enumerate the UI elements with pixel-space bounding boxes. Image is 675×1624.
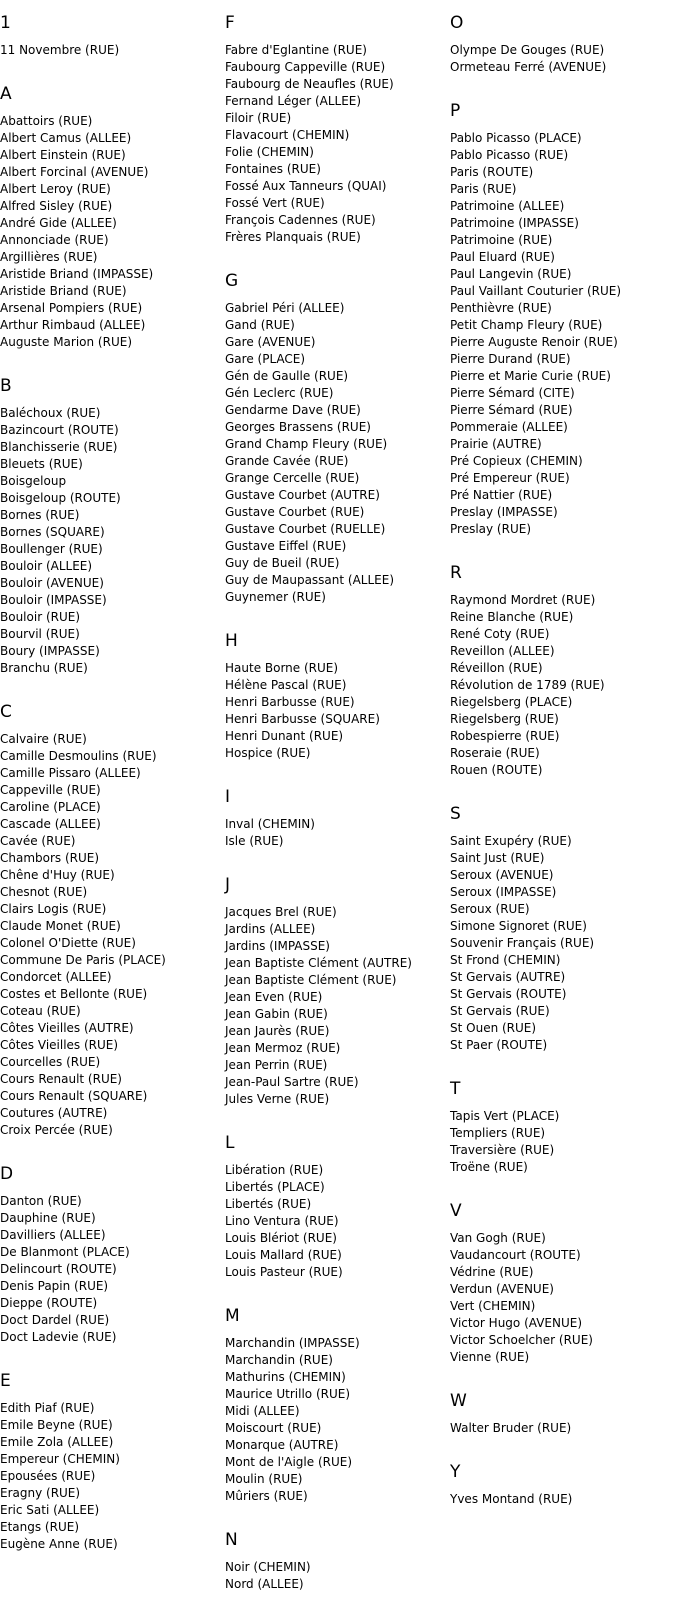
street-list [0, 113, 225, 351]
street-link[interactable]: Riegelsberg (RUE) [450, 712, 559, 726]
street-link[interactable]: Dauphine (RUE) [0, 1211, 96, 1225]
street-list [225, 816, 450, 850]
letter-section [0, 13, 225, 59]
street-link[interactable]: François Cadennes (RUE) [225, 213, 376, 227]
street-link[interactable]: Monarque (AUTRE) [225, 1438, 339, 1452]
letter-heading: J [225, 875, 231, 895]
street-link[interactable]: Faubourg Cappeville (RUE) [225, 60, 386, 74]
street-link[interactable]: Filoir (RUE) [225, 111, 292, 125]
street-link[interactable]: Coteau (RUE) [0, 1004, 81, 1018]
street-link[interactable]: Georges Brassens (RUE) [225, 420, 371, 434]
street-link[interactable]: Paris (ROUTE) [450, 165, 534, 179]
street-link[interactable]: Boury (IMPASSE) [0, 644, 100, 658]
street-link[interactable]: De Blanmont (PLACE) [0, 1245, 130, 1259]
street-link[interactable]: Moulin (RUE) [225, 1472, 303, 1486]
street-link[interactable]: Victor Hugo (AVENUE) [450, 1316, 583, 1330]
street-link[interactable]: Faubourg de Neaufles (RUE) [225, 77, 394, 91]
street-link[interactable]: Reine Blanche (RUE) [450, 610, 574, 624]
letter-heading: D [0, 1164, 14, 1184]
letter-heading: N [225, 1530, 238, 1550]
street-column-3 [450, 0, 675, 1508]
street-link[interactable]: Hospice (RUE) [225, 746, 311, 760]
street-link[interactable]: Nord (ALLEE) [225, 1577, 304, 1591]
street-link[interactable]: Pierre Durand (RUE) [450, 352, 571, 366]
street-list [225, 904, 450, 1108]
street-link[interactable]: Eugène Anne (RUE) [0, 1537, 118, 1551]
letter-section [0, 376, 225, 677]
street-link[interactable]: Commune De Paris (PLACE) [0, 953, 166, 967]
street-list [450, 1420, 675, 1437]
street-link[interactable]: Isle (RUE) [225, 834, 284, 848]
street-link[interactable]: Eric Sati (ALLEE) [0, 1503, 100, 1517]
street-link[interactable]: Vert (CHEMIN) [450, 1299, 536, 1313]
street-link[interactable]: Chesnot (RUE) [0, 885, 88, 899]
letter-section [450, 101, 675, 538]
street-link[interactable]: Cavée (RUE) [0, 834, 76, 848]
street-link[interactable]: Jean Even (RUE) [225, 990, 323, 1004]
street-link[interactable]: Fabre d'Eglantine (RUE) [225, 43, 367, 57]
street-link[interactable]: Patrimoine (ALLEE) [450, 199, 565, 213]
street-column-1 [0, 0, 225, 1553]
letter-section [225, 1530, 450, 1593]
street-link[interactable]: Jean-Paul Sartre (RUE) [225, 1075, 359, 1089]
street-link[interactable]: Midi (ALLEE) [225, 1404, 300, 1418]
street-link[interactable]: Robespierre (RUE) [450, 729, 560, 743]
street-link[interactable]: Guynemer (RUE) [225, 590, 326, 604]
street-link[interactable]: Louis Mallard (RUE) [225, 1248, 342, 1262]
street-list [450, 592, 675, 779]
street-link[interactable]: Alfred Sisley (RUE) [0, 199, 113, 213]
street-link[interactable]: Annonciade (RUE) [0, 233, 109, 247]
street-link[interactable]: Pierre Auguste Renoir (RUE) [450, 335, 618, 349]
street-link[interactable]: Simone Signoret (RUE) [450, 919, 587, 933]
street-link[interactable]: Gustave Courbet (RUE) [225, 505, 365, 519]
street-list [225, 1559, 450, 1593]
street-link[interactable]: Reveillon (ALLEE) [450, 644, 555, 658]
street-link[interactable]: Abattoirs (RUE) [0, 114, 93, 128]
street-list [450, 1108, 675, 1176]
letter-section [450, 1391, 675, 1437]
street-link[interactable]: Pierre Sémard (RUE) [450, 403, 573, 417]
street-link[interactable]: Penthièvre (RUE) [450, 301, 552, 315]
letter-heading: F [225, 13, 235, 33]
letter-section [450, 1462, 675, 1508]
street-link[interactable]: Pablo Picasso (RUE) [450, 148, 569, 162]
letter-heading: A [0, 84, 12, 104]
street-link[interactable]: Saint Exupéry (RUE) [450, 834, 572, 848]
street-link[interactable]: Moiscourt (RUE) [225, 1421, 322, 1435]
street-link[interactable]: Vienne (RUE) [450, 1350, 530, 1364]
street-link[interactable]: Patrimoine (IMPASSE) [450, 216, 579, 230]
street-link[interactable]: Preslay (RUE) [450, 522, 531, 536]
street-column-2 [225, 0, 450, 1593]
street-link[interactable]: Pré Copieux (CHEMIN) [450, 454, 583, 468]
street-link[interactable]: Cours Renault (SQUARE) [0, 1089, 148, 1103]
letter-section [450, 1201, 675, 1366]
street-link[interactable]: Vaudancourt (ROUTE) [450, 1248, 581, 1262]
street-link[interactable]: Baléchoux (RUE) [0, 406, 101, 420]
street-link[interactable]: Doct Ladevie (RUE) [0, 1330, 117, 1344]
street-link[interactable]: Marchandin (IMPASSE) [225, 1336, 360, 1350]
street-link[interactable]: Bleuets (RUE) [0, 457, 83, 471]
street-link[interactable]: Fontaines (RUE) [225, 162, 321, 176]
street-link[interactable]: 11 Novembre (RUE) [0, 43, 120, 57]
street-link[interactable]: Henri Barbusse (SQUARE) [225, 712, 380, 726]
street-link[interactable]: Croix Percée (RUE) [0, 1123, 113, 1137]
street-link[interactable]: Libertés (PLACE) [225, 1180, 325, 1194]
street-link[interactable]: Boisgeloup [0, 474, 67, 488]
street-link[interactable]: Davilliers (ALLEE) [0, 1228, 106, 1242]
street-link[interactable]: Folie (CHEMIN) [225, 145, 314, 159]
street-list [225, 1335, 450, 1505]
street-link[interactable]: Pommeraie (ALLEE) [450, 420, 568, 434]
letter-section [450, 1079, 675, 1176]
street-link[interactable]: Cappeville (RUE) [0, 783, 101, 797]
street-link[interactable]: Delincourt (ROUTE) [0, 1262, 117, 1276]
street-link[interactable]: Flavacourt (CHEMIN) [225, 128, 350, 142]
street-link[interactable]: Van Gogh (RUE) [450, 1231, 546, 1245]
street-list [450, 130, 675, 538]
street-link[interactable]: Paul Eluard (RUE) [450, 250, 555, 264]
street-link[interactable]: Bourvil (RUE) [0, 627, 80, 641]
street-link[interactable]: St Frond (CHEMIN) [450, 953, 561, 967]
street-link[interactable]: Jean Baptiste Clément (RUE) [225, 973, 397, 987]
street-link[interactable]: Albert Einstein (RUE) [0, 148, 126, 162]
letter-section [225, 1306, 450, 1505]
street-link[interactable]: Gare (AVENUE) [225, 335, 316, 349]
street-link[interactable]: Olympe De Gouges (RUE) [450, 43, 605, 57]
street-link[interactable]: Gand (RUE) [225, 318, 295, 332]
street-link[interactable]: Gén de Gaulle (RUE) [225, 369, 349, 383]
street-link[interactable]: Courcelles (RUE) [0, 1055, 101, 1069]
street-link[interactable]: Mont de l'Aigle (RUE) [225, 1455, 353, 1469]
street-link[interactable]: Albert Camus (ALLEE) [0, 131, 132, 145]
street-link[interactable]: Maurice Utrillo (RUE) [225, 1387, 351, 1401]
letter-section [225, 271, 450, 606]
street-list [450, 1230, 675, 1366]
street-link[interactable]: Jardins (IMPASSE) [225, 939, 330, 953]
street-link[interactable]: Gabriel Péri (ALLEE) [225, 301, 345, 315]
letter-section [0, 1164, 225, 1346]
street-link[interactable]: Noir (CHEMIN) [225, 1560, 311, 1574]
street-link[interactable]: Epousées (RUE) [0, 1469, 96, 1483]
letter-heading: P [450, 101, 461, 121]
street-list [0, 1400, 225, 1553]
letter-heading: Y [450, 1462, 461, 1482]
street-link[interactable]: Albert Forcinal (AVENUE) [0, 165, 149, 179]
street-link[interactable]: Louis Blériot (RUE) [225, 1231, 337, 1245]
street-link[interactable]: Doct Dardel (RUE) [0, 1313, 110, 1327]
street-link[interactable]: Louis Pasteur (RUE) [225, 1265, 343, 1279]
street-link[interactable]: Auguste Marion (RUE) [0, 335, 132, 349]
street-link[interactable]: Bouloir (ALLEE) [0, 559, 93, 573]
street-link[interactable]: St Gervais (ROUTE) [450, 987, 567, 1001]
street-link[interactable]: Colonel O'Diette (RUE) [0, 936, 136, 950]
letter-section [225, 787, 450, 850]
street-link[interactable]: Seroux (AVENUE) [450, 868, 554, 882]
street-link[interactable]: Jean Jaurès (RUE) [225, 1024, 330, 1038]
street-link[interactable]: Jean Gabin (RUE) [225, 1007, 328, 1021]
street-link[interactable]: Rouen (ROUTE) [450, 763, 543, 777]
letter-heading: O [450, 13, 464, 33]
street-link[interactable]: Gendarme Dave (RUE) [225, 403, 361, 417]
street-link[interactable]: Guy de Maupassant (ALLEE) [225, 573, 395, 587]
street-link[interactable]: Jacques Brel (RUE) [225, 905, 337, 919]
street-link[interactable]: Réveillon (RUE) [450, 661, 543, 675]
letter-section [225, 1133, 450, 1281]
street-link[interactable]: Lino Ventura (RUE) [225, 1214, 339, 1228]
street-link[interactable]: André Gide (ALLEE) [0, 216, 117, 230]
street-link[interactable]: Clairs Logis (RUE) [0, 902, 107, 916]
street-link[interactable]: Haute Borne (RUE) [225, 661, 339, 675]
street-link[interactable]: Gustave Courbet (AUTRE) [225, 488, 380, 502]
street-link[interactable]: Inval (CHEMIN) [225, 817, 315, 831]
street-list [0, 1193, 225, 1346]
street-link[interactable]: Henri Dunant (RUE) [225, 729, 344, 743]
street-link[interactable]: Paris (RUE) [450, 182, 517, 196]
street-link[interactable]: Bouloir (RUE) [0, 610, 81, 624]
street-link[interactable]: Mûriers (RUE) [225, 1489, 308, 1503]
street-link[interactable]: Arthur Rimbaud (ALLEE) [0, 318, 146, 332]
street-link[interactable]: Roseraie (RUE) [450, 746, 540, 760]
letter-section [225, 875, 450, 1108]
street-link[interactable]: Pierre Sémard (CITE) [450, 386, 575, 400]
street-link[interactable]: Pablo Picasso (PLACE) [450, 131, 582, 145]
street-link[interactable]: Jean Baptiste Clément (AUTRE) [225, 956, 412, 970]
street-link[interactable]: Preslay (IMPASSE) [450, 505, 558, 519]
street-link[interactable]: Albert Leroy (RUE) [0, 182, 111, 196]
street-link[interactable]: Saint Just (RUE) [450, 851, 545, 865]
street-link[interactable]: Argillières (RUE) [0, 250, 98, 264]
letter-heading: V [450, 1201, 462, 1221]
letter-heading: E [0, 1371, 11, 1391]
street-list [0, 405, 225, 677]
street-link[interactable]: Condorcet (ALLEE) [0, 970, 112, 984]
street-link[interactable]: Danton (RUE) [0, 1194, 82, 1208]
street-link[interactable]: St Gervais (RUE) [450, 1004, 550, 1018]
street-link[interactable]: Fossé Aux Tanneurs (QUAI) [225, 179, 387, 193]
letter-heading: G [225, 271, 239, 291]
street-link[interactable]: Révolution de 1789 (RUE) [450, 678, 605, 692]
street-link[interactable]: Gare (PLACE) [225, 352, 306, 366]
street-link[interactable]: St Ouen (RUE) [450, 1021, 537, 1035]
letter-heading: L [225, 1133, 235, 1153]
street-link[interactable]: Côtes Vieilles (RUE) [0, 1038, 119, 1052]
street-link[interactable]: Aristide Briand (RUE) [0, 284, 127, 298]
letter-heading: I [225, 787, 231, 807]
street-list [225, 42, 450, 246]
street-link[interactable]: Grange Cercelle (RUE) [225, 471, 360, 485]
letter-heading: T [450, 1079, 461, 1099]
street-link[interactable]: Henri Barbusse (RUE) [225, 695, 355, 709]
street-link[interactable]: Côtes Vieilles (AUTRE) [0, 1021, 134, 1035]
street-link[interactable]: Paul Vaillant Couturier (RUE) [450, 284, 622, 298]
street-link[interactable]: Traversière (RUE) [450, 1143, 555, 1157]
street-link[interactable]: Boisgeloup (ROUTE) [0, 491, 121, 505]
street-link[interactable]: Troëne (RUE) [450, 1160, 528, 1174]
street-link[interactable]: Bornes (SQUARE) [0, 525, 105, 539]
street-list [450, 42, 675, 76]
street-link[interactable]: Caroline (PLACE) [0, 800, 101, 814]
street-link[interactable]: René Coty (RUE) [450, 627, 550, 641]
street-link[interactable]: Walter Bruder (RUE) [450, 1421, 572, 1435]
street-link[interactable]: Bazincourt (ROUTE) [0, 423, 119, 437]
street-link[interactable]: Bornes (RUE) [0, 508, 80, 522]
letter-section [450, 804, 675, 1054]
street-link[interactable]: Ormeteau Ferré (AVENUE) [450, 60, 607, 74]
street-list [450, 833, 675, 1054]
street-link[interactable]: Riegelsberg (PLACE) [450, 695, 573, 709]
street-link[interactable]: Jardins (ALLEE) [225, 922, 316, 936]
street-link[interactable]: Frères Planquais (RUE) [225, 230, 361, 244]
letter-section [0, 702, 225, 1139]
street-link[interactable]: Tapis Vert (PLACE) [450, 1109, 560, 1123]
street-link[interactable]: Souvenir Français (RUE) [450, 936, 595, 950]
street-link[interactable]: Eragny (RUE) [0, 1486, 81, 1500]
street-link[interactable]: Védrine (RUE) [450, 1265, 534, 1279]
street-link[interactable]: Verdun (AVENUE) [450, 1282, 554, 1296]
street-link[interactable]: Fossé Vert (RUE) [225, 196, 325, 210]
street-link[interactable]: Claude Monet (RUE) [0, 919, 121, 933]
street-link[interactable]: Jean Perrin (RUE) [225, 1058, 328, 1072]
street-link[interactable]: Jean Mermoz (RUE) [225, 1041, 341, 1055]
letter-section [225, 631, 450, 762]
street-link[interactable]: Seroux (IMPASSE) [450, 885, 557, 899]
street-link[interactable]: Arsenal Pompiers (RUE) [0, 301, 143, 315]
street-link[interactable]: Camille Pissaro (ALLEE) [0, 766, 141, 780]
street-link[interactable]: Chambors (RUE) [0, 851, 100, 865]
letter-section [225, 13, 450, 246]
letter-section [0, 84, 225, 351]
letter-heading: S [450, 804, 461, 824]
street-link[interactable]: Libération (RUE) [225, 1163, 324, 1177]
street-link[interactable]: Boullenger (RUE) [0, 542, 103, 556]
street-link[interactable]: Pierre et Marie Curie (RUE) [450, 369, 611, 383]
street-link[interactable]: Prairie (AUTRE) [450, 437, 542, 451]
street-list [450, 1491, 675, 1508]
street-link[interactable]: Hélène Pascal (RUE) [225, 678, 347, 692]
street-link[interactable]: Grand Champ Fleury (RUE) [225, 437, 388, 451]
street-link[interactable]: Gustave Eiffel (RUE) [225, 539, 347, 553]
letter-heading: W [450, 1391, 467, 1411]
street-link[interactable]: Calvaire (RUE) [0, 732, 87, 746]
street-link[interactable]: Mathurins (CHEMIN) [225, 1370, 346, 1384]
street-link[interactable]: Guy de Bueil (RUE) [225, 556, 340, 570]
street-link[interactable]: Raymond Mordret (RUE) [450, 593, 596, 607]
street-link[interactable]: Cours Renault (RUE) [0, 1072, 122, 1086]
street-link[interactable]: Pré Empereur (RUE) [450, 471, 570, 485]
street-link[interactable]: Gén Leclerc (RUE) [225, 386, 334, 400]
letter-heading: C [0, 702, 12, 722]
street-link[interactable]: Aristide Briand (IMPASSE) [0, 267, 154, 281]
street-link[interactable]: Paul Langevin (RUE) [450, 267, 572, 281]
street-list [0, 731, 225, 1139]
letter-section [450, 563, 675, 779]
street-link[interactable]: Blanchisserie (RUE) [0, 440, 118, 454]
street-link[interactable]: Bouloir (IMPASSE) [0, 593, 107, 607]
street-link[interactable]: Branchu (RUE) [0, 661, 88, 675]
street-link[interactable]: Dieppe (ROUTE) [0, 1296, 98, 1310]
street-link[interactable]: Bouloir (AVENUE) [0, 576, 104, 590]
street-link[interactable]: Gustave Courbet (RUELLE) [225, 522, 386, 536]
street-list [225, 1162, 450, 1281]
street-list [0, 42, 225, 59]
street-link[interactable]: St Gervais (AUTRE) [450, 970, 566, 984]
street-link[interactable]: Grande Cavée (RUE) [225, 454, 349, 468]
street-link[interactable]: Chêne d'Huy (RUE) [0, 868, 115, 882]
street-link[interactable]: Jules Verne (RUE) [225, 1092, 330, 1106]
letter-section [450, 13, 675, 76]
street-link[interactable]: Edith Piaf (RUE) [0, 1401, 95, 1415]
street-link[interactable]: Yves Montand (RUE) [450, 1492, 573, 1506]
street-link[interactable]: Fernand Léger (ALLEE) [225, 94, 362, 108]
letter-heading: M [225, 1306, 240, 1326]
letter-heading: H [225, 631, 238, 651]
letter-heading: B [0, 376, 12, 396]
street-link[interactable]: Cascade (ALLEE) [0, 817, 101, 831]
street-link[interactable]: Emile Beyne (RUE) [0, 1418, 113, 1432]
street-link[interactable]: Libertés (RUE) [225, 1197, 312, 1211]
street-link[interactable]: Petit Champ Fleury (RUE) [450, 318, 603, 332]
street-link[interactable]: Etangs (RUE) [0, 1520, 79, 1534]
street-link[interactable]: Coutures (AUTRE) [0, 1106, 108, 1120]
street-link[interactable]: Victor Schoelcher (RUE) [450, 1333, 593, 1347]
street-link[interactable]: Seroux (RUE) [450, 902, 530, 916]
letter-section [0, 1371, 225, 1553]
street-link[interactable]: Pré Nattier (RUE) [450, 488, 553, 502]
street-link[interactable]: Emile Zola (ALLEE) [0, 1435, 114, 1449]
street-link[interactable]: Costes et Bellonte (RUE) [0, 987, 148, 1001]
street-list [225, 300, 450, 606]
street-link[interactable]: St Paer (ROUTE) [450, 1038, 548, 1052]
street-link[interactable]: Patrimoine (RUE) [450, 233, 553, 247]
street-link[interactable]: Camille Desmoulins (RUE) [0, 749, 157, 763]
letter-heading: R [450, 563, 462, 583]
street-link[interactable]: Templiers (RUE) [450, 1126, 546, 1140]
street-link[interactable]: Marchandin (RUE) [225, 1353, 333, 1367]
street-link[interactable]: Empereur (CHEMIN) [0, 1452, 120, 1466]
street-link[interactable]: Denis Papin (RUE) [0, 1279, 109, 1293]
letter-heading: 1 [0, 13, 11, 33]
street-list [225, 660, 450, 762]
